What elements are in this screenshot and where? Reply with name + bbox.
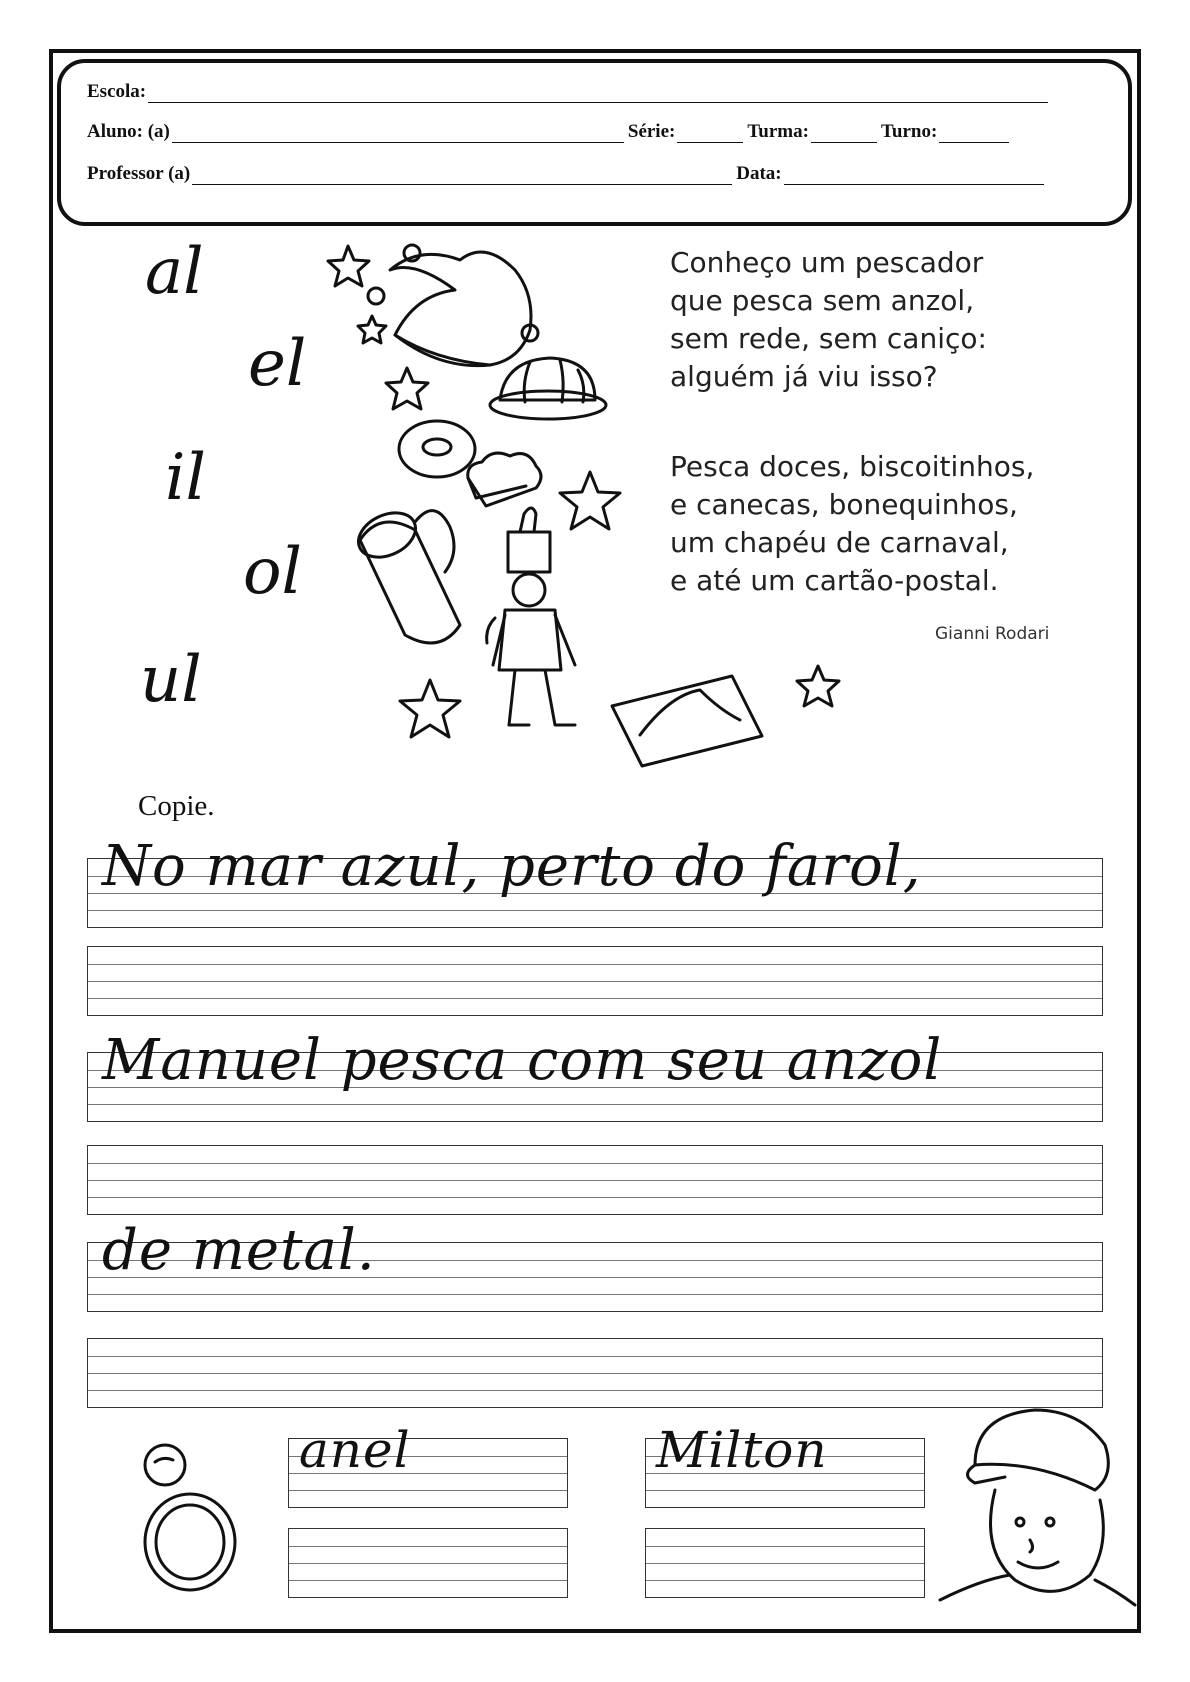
word-band-blank[interactable] xyxy=(645,1528,925,1598)
copy-line: de metal. xyxy=(102,1218,376,1283)
star-icon xyxy=(400,680,460,737)
copy-line: Manuel pesca com seu anzol xyxy=(102,1028,943,1093)
poem-line: e até um cartão-postal. xyxy=(670,564,999,597)
poem-author: Gianni Rodari xyxy=(935,624,1050,644)
ring-icon xyxy=(145,1445,235,1590)
copy-band-blank[interactable] xyxy=(87,946,1103,1016)
poem-line: Pesca doces, biscoitinhos, xyxy=(670,450,1035,483)
syllable-il: il xyxy=(165,441,206,515)
school-label: Escola: xyxy=(87,81,147,102)
word: Milton xyxy=(656,1421,828,1479)
shift-label: Turno: xyxy=(880,121,938,142)
star-icon xyxy=(797,666,839,706)
copy-band-model xyxy=(87,1218,1103,1312)
donut-icon xyxy=(399,421,475,477)
syllable-el: el xyxy=(248,327,307,401)
poem-stanza-2 xyxy=(670,448,1034,600)
syllable-al: al xyxy=(145,235,204,309)
poem-line: um chapéu de carnaval, xyxy=(670,526,1009,559)
poem-stanza-1 xyxy=(670,244,987,396)
poem-line: que pesca sem anzol, xyxy=(670,284,975,317)
copy-line: No mar azul, perto do farol, xyxy=(102,834,922,899)
syllable-ol: ol xyxy=(243,535,302,609)
copy-band-blank[interactable] xyxy=(87,1338,1103,1408)
copy-band-model xyxy=(87,1028,1103,1122)
poem-line: e canecas, bonequinhos, xyxy=(670,488,1018,521)
star-icon xyxy=(328,246,369,286)
poem-line: alguém já viu isso? xyxy=(670,360,938,393)
date-label: Data: xyxy=(736,163,782,184)
copy-band-blank[interactable] xyxy=(87,1145,1103,1215)
postcard-icon xyxy=(612,676,762,766)
poem-line: Conheço um pescador xyxy=(670,246,984,279)
instruction: Copie. xyxy=(138,790,215,822)
star-icon xyxy=(560,472,620,529)
jelly-icon xyxy=(490,358,606,419)
toy-soldier-icon xyxy=(487,508,575,725)
class-label: Turma: xyxy=(747,121,809,142)
poem-line: sem rede, sem caniço: xyxy=(670,322,987,355)
copy-band-model xyxy=(87,834,1103,928)
syllable-ul: ul xyxy=(140,643,202,717)
word-band-model xyxy=(645,1421,925,1508)
jester-hat-icon xyxy=(368,245,538,366)
student-label: Aluno: (a) xyxy=(87,121,170,142)
word-band-model xyxy=(288,1421,568,1508)
star-icon xyxy=(358,316,386,343)
boy-face-icon xyxy=(940,1410,1135,1605)
star-icon xyxy=(386,368,428,409)
cake-icon xyxy=(468,453,541,506)
teacher-label: Professor (a) xyxy=(87,163,191,184)
mug-icon xyxy=(351,504,460,643)
word-band-blank[interactable] xyxy=(288,1528,568,1598)
grade-label: Série: xyxy=(627,121,676,142)
word: anel xyxy=(299,1421,411,1479)
